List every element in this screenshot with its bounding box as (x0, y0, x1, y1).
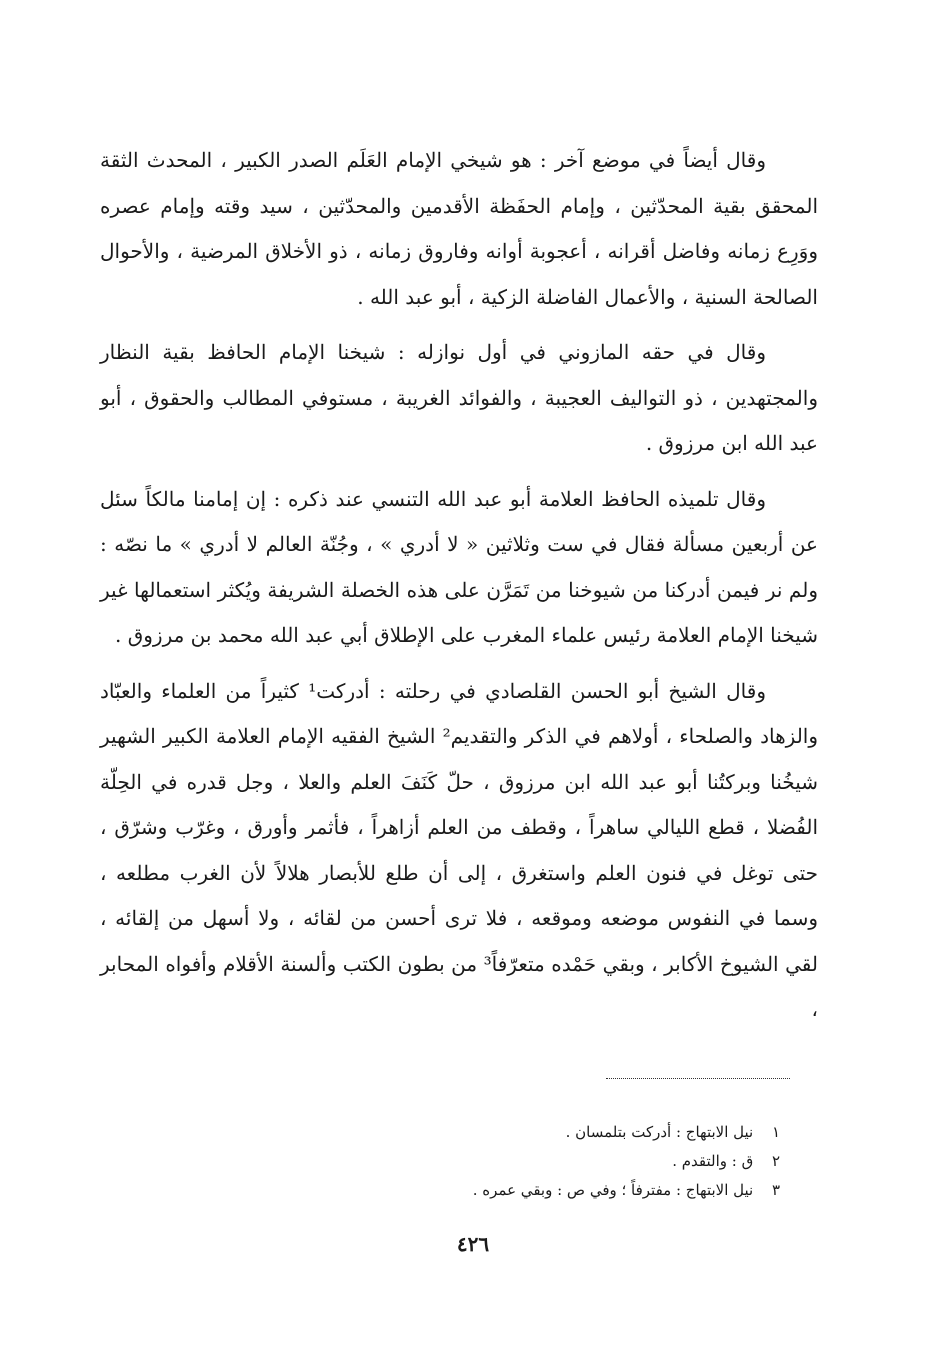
footnotes (300, 1118, 780, 1205)
page-number: ٤٢٦ (456, 1232, 490, 1256)
footnote-number: ٢ (771, 1152, 780, 1170)
paragraph-4: وقال الشيخ أبو الحسن القلصادي في رحلته : أدركت¹ كثيراً من العلماء والعبّاد والزهاد والصلحاء ، أولاهم في الذكر والتقديم² الشيخ الفقيه الإمام العلامة الكبير الشهير شيخُنا وبركتُنا أبو عبد الله ابن مرزوق ، حلّ كَنَفَ العلم والعلا ، وجل قدره في الحِلّة الفُضلا ، قطع الليالي ساهراً ، وقطف من العلم أزاهراً ، فأثمر وأورق ، وغرّب وشرّق ، حتى توغل في فنون العلم واستغرق ، إلى أن طلع للأبصار هلالاً لأن الغرب مطلعه ، وسما في النفوس موضعه وموقعه ، فلا ترى أحسن من لقائه ، ولا أسهل من إلقائه ، لقي الشيوخ الأكابر ، وبقي حَمْده متعرّفاً³ من بطون الكتب وألسنة الأقلام وأفواه المحابر ، (100, 678, 819, 1021)
footnote-text: نيل الابتهاج : مفترفاً ؛ وفي ص : وبقي عمره . (472, 1181, 754, 1199)
footnote (300, 1147, 780, 1176)
main-text (100, 138, 818, 1033)
footnote-number: ١ (771, 1123, 780, 1141)
paragraph-1: وقال أيضاً في موضع آخر : هو شيخي الإمام العَلَم الصدر الكبير ، المحدث الثقة المحقق بقية المحدّثين ، وإمام الحفَظة الأقدمين والمحدّثين ، سيد وقته وإمام عصره ووَرِع زمانه وفاضل أقرانه ، أعجوبة أوانه وفاروق زمانه ، ذو الأخلاق المرضية ، والأحوال الصالحة السنية ، والأعمال الفاضلة الزكية ، أبو عبد الله . (100, 148, 818, 309)
paragraph-2: وقال في حقه المازوني في أول نوازله : شيخنا الإمام الحافظ بقية النظار والمجتهدين ، ذو التواليف العجيبة ، والفوائد الغريبة ، مستوفي المطالب والحقوق ، أبو عبد الله ابن مرزوق . (100, 340, 818, 455)
footnote (300, 1118, 780, 1147)
footnote-text: ق : والتقدم . (672, 1152, 754, 1170)
footnote (300, 1176, 780, 1205)
footnote-text: نيل الابتهاج : أدركت بتلمسان . (565, 1123, 754, 1141)
paragraph-3: وقال تلميذه الحافظ العلامة أبو عبد الله التنسي عند ذكره : إن إمامنا مالكاً سئل عن أربعين مسألة فقال في ست وثلاثين « لا أدري » ، وجُنّة العالم لا أدري » ما نصّه : ولم نر فيمن أدركنا من شيوخنا من تَمَرَّن على هذه الخصلة الشريفة ويُكثر استعمالها غير شيخنا الإمام العلامة رئيس علماء المغرب على الإطلاق أبي عبد الله محمد بن مرزوق . (100, 486, 818, 647)
footnote-separator (606, 1078, 790, 1079)
footnote-number: ٣ (771, 1181, 780, 1199)
